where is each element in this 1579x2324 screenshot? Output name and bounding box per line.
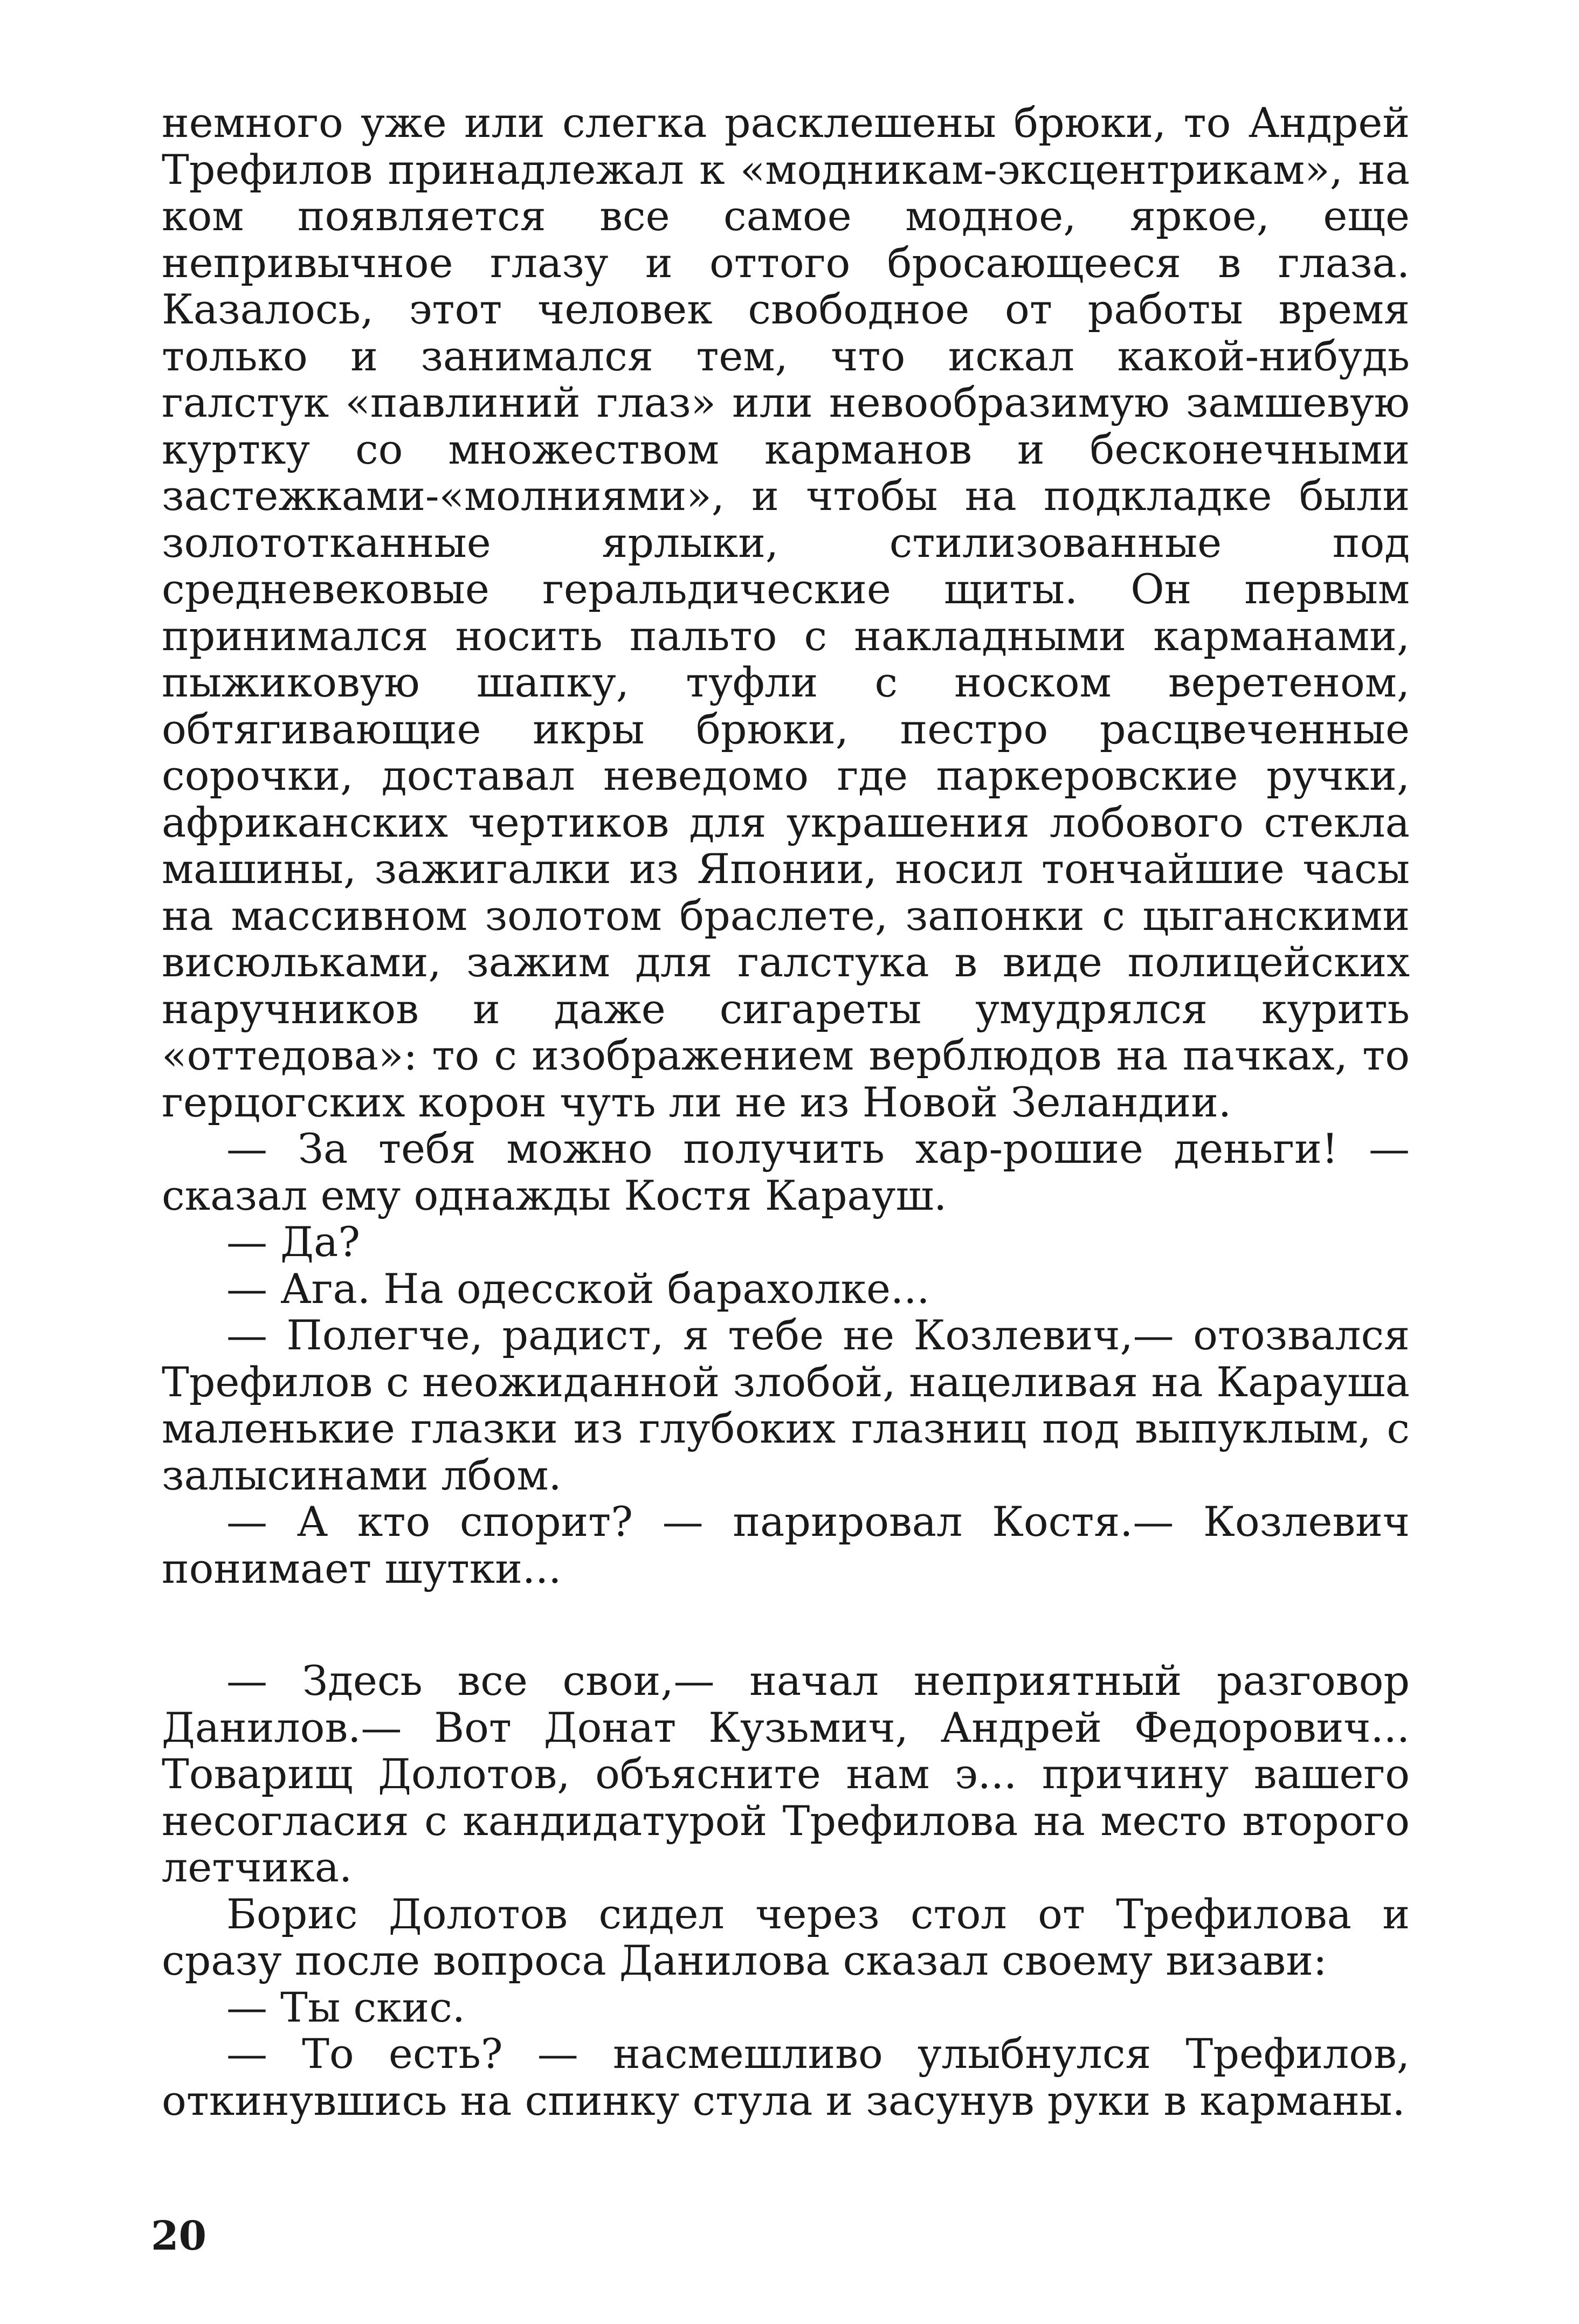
text-section-1 <box>162 100 1410 1592</box>
paragraph: Борис Долотов сидел через стол от Трефилова и сразу после вопроса Данилова сказал своему визави: <box>162 1889 1410 1984</box>
page-number: 20 <box>151 2213 206 2259</box>
paragraph: немного уже или слегка расклешены брюки, то Андрей Трефилов принадлежал к «модникам-эксцентрикам», на ком появляется все самое модное, яркое, еще непривычное глазу и оттого бросающееся в глаза. Казалось, этот человек свободное от работы время только и занимался тем, что искал какой-нибудь галстук «павлиний глаз» или невообразимую замшевую куртку со множеством карманов и бесконечными застежками-«молниями», и чтобы на подкладке были золототканные ярлыки, стилизованные под средневековые геральдические щиты. Он первым принимался носить пальто с накладными карманами, пыжиковую шапку, туфли с носком веретеном, обтягивающие икры брюки, пестро расцвеченные сорочки, доставал неведомо где паркеровские ручки, африканских чертиков для украшения лобового стекла машины, зажигалки из Японии, носил тончайшие часы на массивном золотом браслете, запонки с цыганскими висюльками, зажим для галстука в виде полицейских наручников и даже сигареты умудрялся курить «оттедова»: то с изображением верблюдов на пачках, то герцогских корон чуть ли не из Новой Зеландии. <box>162 99 1410 1126</box>
paragraph: — Полегче, радист, я тебе не Козлевич,— отозвался Трефилов с неожиданной злобой, нацеливая на Карауша маленькие глазки из глубоких глазниц под выпуклым, с залысинами лбом. <box>162 1311 1410 1499</box>
paragraph: — За тебя можно получить хар-рошие деньги! — сказал ему однажды Костя Карауш. <box>162 1125 1410 1219</box>
paragraph: — Ты скис. <box>226 1983 465 2031</box>
paragraph: — А кто спорит? — парировал Костя.— Козлевич понимает шутки... <box>162 1498 1410 1592</box>
paragraph: — Здесь все свои,— начал неприятный разговор Данилов.— Вот Донат Кузьмич, Андрей Федорович... Товарищ Долотов, объясните нам э... причину вашего несогласия с кандидатурой Трефилова на место второго летчика. <box>162 1657 1410 1891</box>
paragraph: — То есть? — насмешливо улыбнулся Трефилов, откинувшись на спинку стула и засунув руки в карманы. <box>162 2030 1410 2125</box>
text-section-2 <box>162 1658 1410 2124</box>
paragraph: — Да? <box>226 1218 361 1266</box>
paragraph: — Ага. На одесской барахолке... <box>226 1264 930 1313</box>
